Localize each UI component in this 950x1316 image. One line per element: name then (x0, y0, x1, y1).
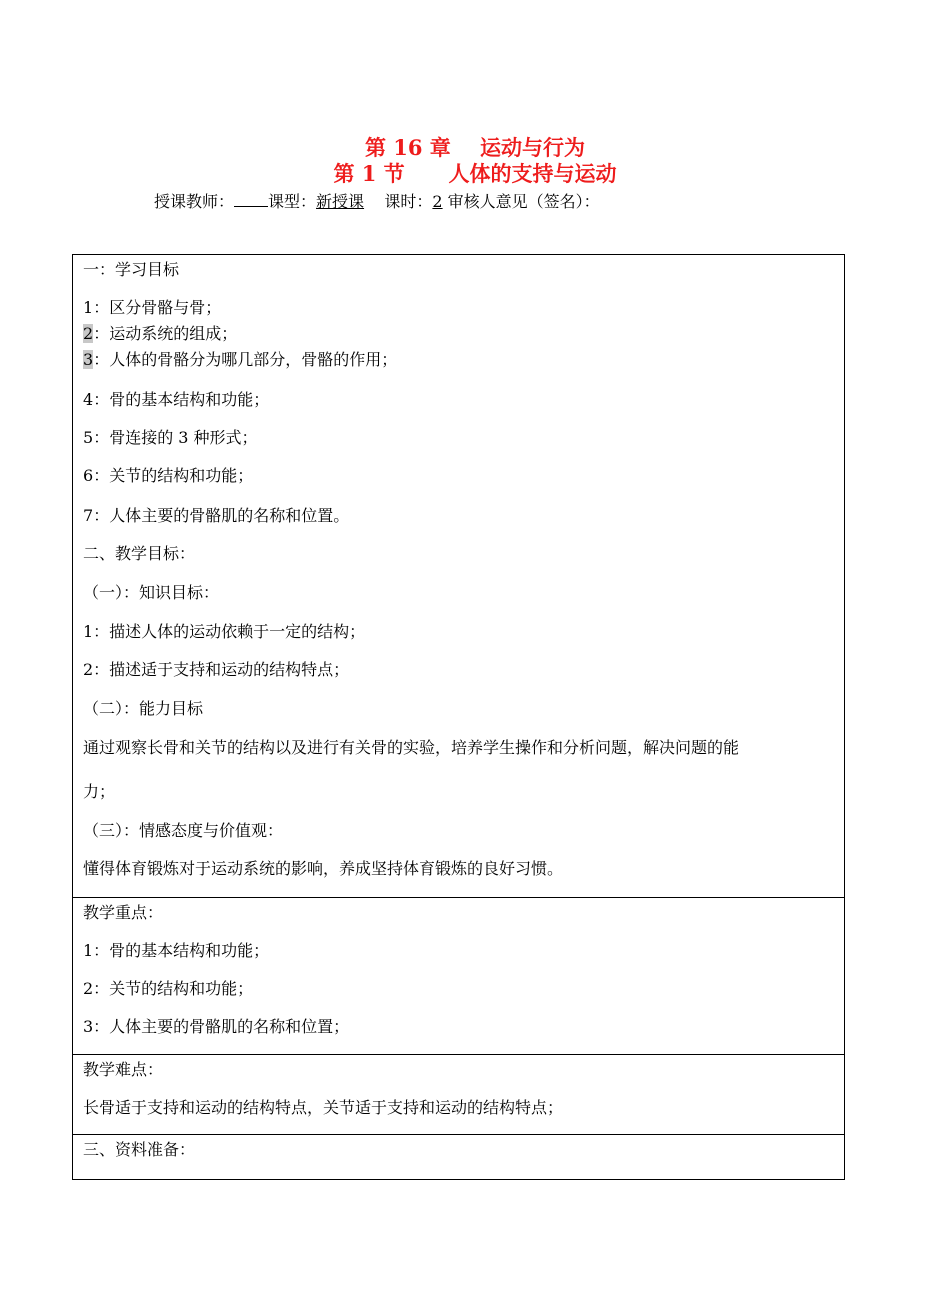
teaching-goals-heading: 二、教学目标： (83, 544, 196, 563)
difficulties-box (72, 1054, 845, 1135)
ability-goals-text-cont: 力； (83, 782, 116, 801)
chapter-title: 第 16 章 运动与行为 (364, 135, 586, 160)
learning-goal-item (83, 349, 397, 371)
goal-num: 1 (83, 298, 94, 317)
teacher-blank (234, 192, 268, 207)
hours-value: 2 (432, 192, 443, 211)
goal-text: ：人体的骨骼分为哪几部分，骨骼的作用； (93, 350, 398, 369)
spacer (364, 192, 384, 211)
materials-box (72, 1134, 845, 1180)
ability-goals-text: 通过观察长骨和关节的结构以及进行有关骨的实验，培养学生操作和分析问题，解决问题的能 (83, 738, 740, 757)
knowledge-goal-item: 1：描述人体的运动依赖于一定的结构； (83, 622, 366, 641)
knowledge-goals-heading: （一）：知识目标： (83, 583, 220, 602)
goal-num: 5 (83, 428, 94, 447)
goal-num: 4 (83, 390, 94, 409)
emotion-goals-text: 懂得体育锻炼对于运动系统的影响，养成坚持体育锻炼的良好习惯。 (83, 859, 564, 878)
goal-text: ：骨连接的 3 种形式； (93, 428, 258, 447)
teacher-label: 授课教师： (154, 192, 235, 211)
goal-text: ：区分骨骼与骨； (93, 298, 222, 317)
goal-num: 6 (83, 466, 94, 485)
type-value: 新授课 (316, 192, 365, 211)
objectives-box (72, 254, 845, 898)
ability-goals-heading: （二）：能力目标 (83, 699, 204, 718)
difficulties-text: 长骨适于支持和运动的结构特点，关节适于支持和运动的结构特点； (83, 1098, 564, 1117)
learning-goals-heading: 一：学习目标 (83, 260, 180, 279)
learning-goal-item (83, 389, 269, 411)
goal-num: 7 (83, 506, 94, 525)
learning-goal-item (83, 297, 221, 319)
goal-num: 3 (83, 350, 94, 369)
key-points-box (72, 897, 845, 1055)
goal-text: ：骨的基本结构和功能； (93, 390, 270, 409)
goal-text: ：人体主要的骨骼肌的名称和位置。 (93, 506, 350, 525)
hours-label: 课时： (384, 192, 433, 211)
section-title: 第 1 节 人体的支持与运动 (333, 161, 617, 186)
difficulties-heading: 教学难点： (83, 1060, 164, 1079)
key-points-heading: 教学重点： (83, 903, 164, 922)
goal-text: ：关节的结构和功能； (93, 466, 254, 485)
key-point-item: 3：人体主要的骨骼肌的名称和位置； (83, 1017, 350, 1036)
knowledge-goal-item: 2：描述适于支持和运动的结构特点； (83, 660, 350, 679)
learning-goal-item (83, 427, 258, 449)
learning-goal-item (83, 505, 349, 527)
emotion-goals-heading: （三）：情感态度与价值观： (83, 821, 284, 840)
type-label: 课型： (268, 192, 317, 211)
review-label: 审核人意见（签名）： (442, 192, 600, 211)
goal-text: ：运动系统的组成； (93, 324, 238, 343)
materials-heading: 三、资料准备： (83, 1140, 196, 1159)
learning-goal-item (83, 465, 253, 487)
goal-num: 2 (83, 324, 94, 343)
learning-goal-item (83, 323, 237, 345)
key-point-item: 1：骨的基本结构和功能； (83, 941, 270, 960)
lesson-meta (154, 191, 600, 213)
key-point-item: 2：关节的结构和功能； (83, 979, 254, 998)
